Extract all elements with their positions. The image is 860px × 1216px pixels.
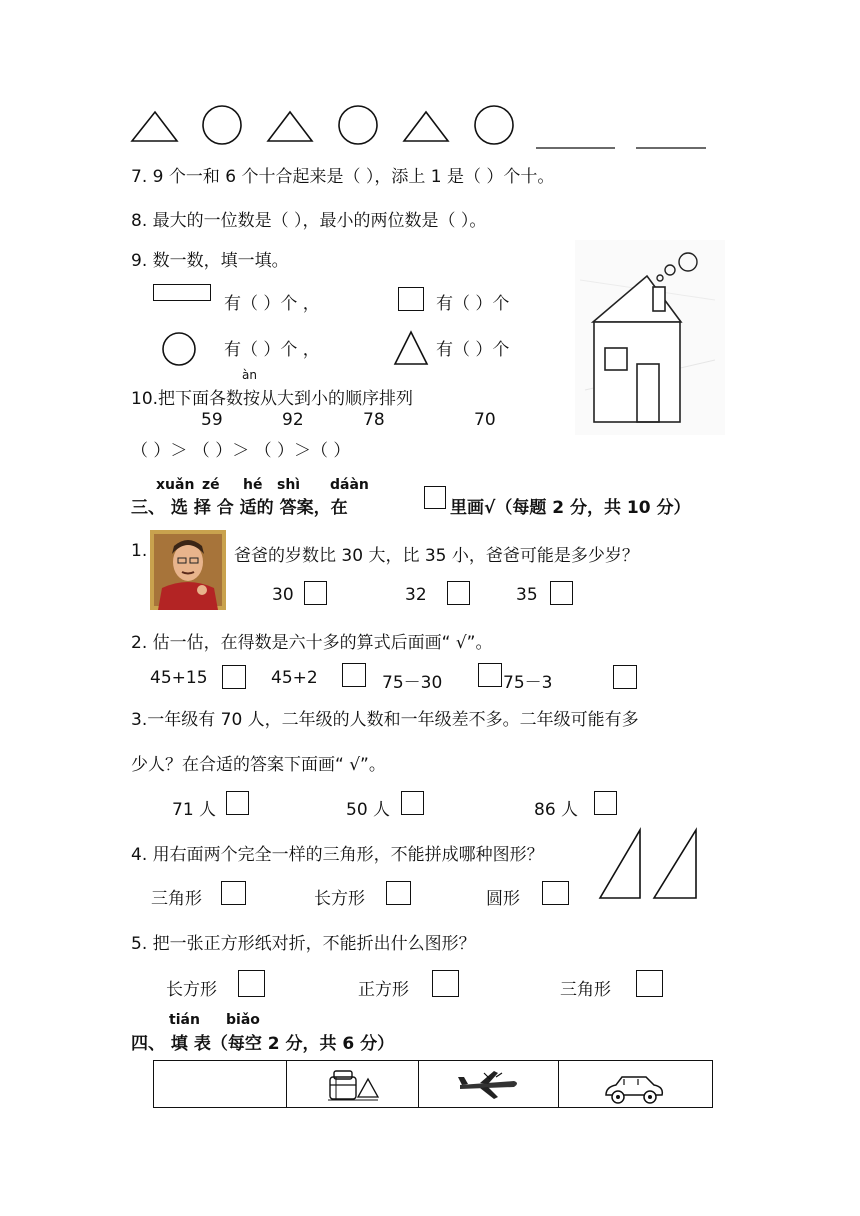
question-1-text: 爸爸的岁数比 30 大，比 35 小，爸爸可能是多少岁？ <box>234 546 639 566</box>
question-3-line2: 少人？在合适的答案下面画“ √”。 <box>131 755 386 775</box>
triangle-count-label: 有（ ）个 <box>436 340 510 360</box>
circle-shape <box>160 330 198 368</box>
pinyin-xuan: xuǎn <box>156 477 195 493</box>
question-1-number: 1. <box>131 541 148 561</box>
fold-square-label: 正方形 <box>358 980 409 1000</box>
question-10-title: 10.把下面各数按从大到小的顺序排列 <box>131 389 414 409</box>
expr-45-2-checkbox[interactable] <box>342 663 366 687</box>
pinyin-ze: zé <box>202 477 220 493</box>
option-50-label: 50 人 <box>346 800 391 820</box>
triangle-shape <box>268 112 312 141</box>
square-shape <box>398 287 424 311</box>
rectangle-shape <box>153 284 211 301</box>
fold-triangle-label: 三角形 <box>560 980 611 1000</box>
option-32-label: 32 <box>405 585 427 605</box>
circle-count-label: 有（ ）个 ， <box>224 340 320 360</box>
expr-45-15-label: 45+15 <box>150 668 208 688</box>
option-35-label: 35 <box>516 585 538 605</box>
expr-75-3-checkbox[interactable] <box>613 665 637 689</box>
option-30-checkbox[interactable] <box>304 581 327 605</box>
triangle-shape <box>404 112 448 141</box>
question-3-line1: 3.一年级有 70 人，二年级的人数和一年级差不多。二年级可能有多 <box>131 710 639 730</box>
rectangle-count-label: 有（ ）个 ， <box>224 294 320 314</box>
father-picture <box>150 530 226 610</box>
expr-75-30-label: 75－30 <box>382 673 443 693</box>
expr-45-15-checkbox[interactable] <box>222 665 246 689</box>
option-50-checkbox[interactable] <box>401 791 424 815</box>
pinyin-daan: dáàn <box>330 477 369 493</box>
question-4-text: 4. 用右面两个完全一样的三角形，不能拼成哪种图形？ <box>131 845 544 865</box>
fold-rectangle-checkbox[interactable] <box>238 970 265 997</box>
shape-circle-checkbox[interactable] <box>542 881 569 905</box>
house-picture <box>575 240 725 435</box>
pinyin-shi: shì <box>277 477 301 493</box>
option-32-checkbox[interactable] <box>447 581 470 605</box>
circle-shape <box>475 106 513 144</box>
section-4-title: 四、 填 表（每空 2 分，共 6 分） <box>131 1034 395 1054</box>
triangle-shape <box>132 112 177 141</box>
number-59: 59 <box>201 410 223 430</box>
fold-triangle-checkbox[interactable] <box>636 970 663 997</box>
option-35-checkbox[interactable] <box>550 581 573 605</box>
expr-45-2-label: 45+2 <box>271 668 318 688</box>
shape-sequence <box>128 104 728 152</box>
pinyin-tian: tián <box>169 1012 200 1028</box>
title-checkbox <box>424 486 446 509</box>
section-3-title: 三、 选 择 合 适的 答案，在 <box>131 498 348 518</box>
option-71-label: 71 人 <box>172 800 217 820</box>
option-30-label: 30 <box>272 585 294 605</box>
car-icon <box>602 1073 666 1107</box>
question-9-title: 9. 数一数，填一填。 <box>131 251 289 271</box>
airplane-icon <box>454 1069 524 1103</box>
square-count-label: 有（ ）个 <box>436 294 510 314</box>
shape-triangle-checkbox[interactable] <box>221 881 246 905</box>
shape-rectangle-label: 长方形 <box>314 889 365 909</box>
expr-75-30-checkbox[interactable] <box>478 663 502 687</box>
q10-pinyin: àn <box>242 368 257 382</box>
table-cell-empty[interactable] <box>154 1061 285 1107</box>
question-2-text: 2. 估一估，在得数是六十多的算式后面画“ √”。 <box>131 633 493 653</box>
order-blanks: （ ）＞ （ ）＞ （ ）＞（ ） <box>131 441 351 461</box>
number-70: 70 <box>474 410 496 430</box>
shape-circle-label: 圆形 <box>486 889 520 909</box>
option-86-label: 86 人 <box>534 800 579 820</box>
circle-shape <box>203 106 241 144</box>
question-8: 8. 最大的一位数是（ ），最小的两位数是（ ）。 <box>131 211 487 231</box>
backpack-icon <box>324 1067 380 1103</box>
pinyin-biao: biǎo <box>226 1012 260 1028</box>
two-right-triangles <box>596 826 700 902</box>
fold-rectangle-label: 长方形 <box>166 980 217 1000</box>
fill-table <box>153 1060 713 1108</box>
triangle-shape <box>393 328 431 368</box>
section-3-title-suffix: 里画√（每题 2 分，共 10 分） <box>450 498 691 518</box>
question-5-text: 5. 把一张正方形纸对折，不能折出什么图形？ <box>131 934 476 954</box>
fold-square-checkbox[interactable] <box>432 970 459 997</box>
question-7: 7. 9 个一和 6 个十合起来是（ ），添上 1 是（ ）个十。 <box>131 167 555 187</box>
option-71-checkbox[interactable] <box>226 791 249 815</box>
number-78: 78 <box>363 410 385 430</box>
shape-triangle-label: 三角形 <box>151 889 202 909</box>
pinyin-he: hé <box>243 477 263 493</box>
circle-shape <box>339 106 377 144</box>
shape-rectangle-checkbox[interactable] <box>386 881 411 905</box>
option-86-checkbox[interactable] <box>594 791 617 815</box>
expr-75-3-label: 75－3 <box>503 673 553 693</box>
number-92: 92 <box>282 410 304 430</box>
